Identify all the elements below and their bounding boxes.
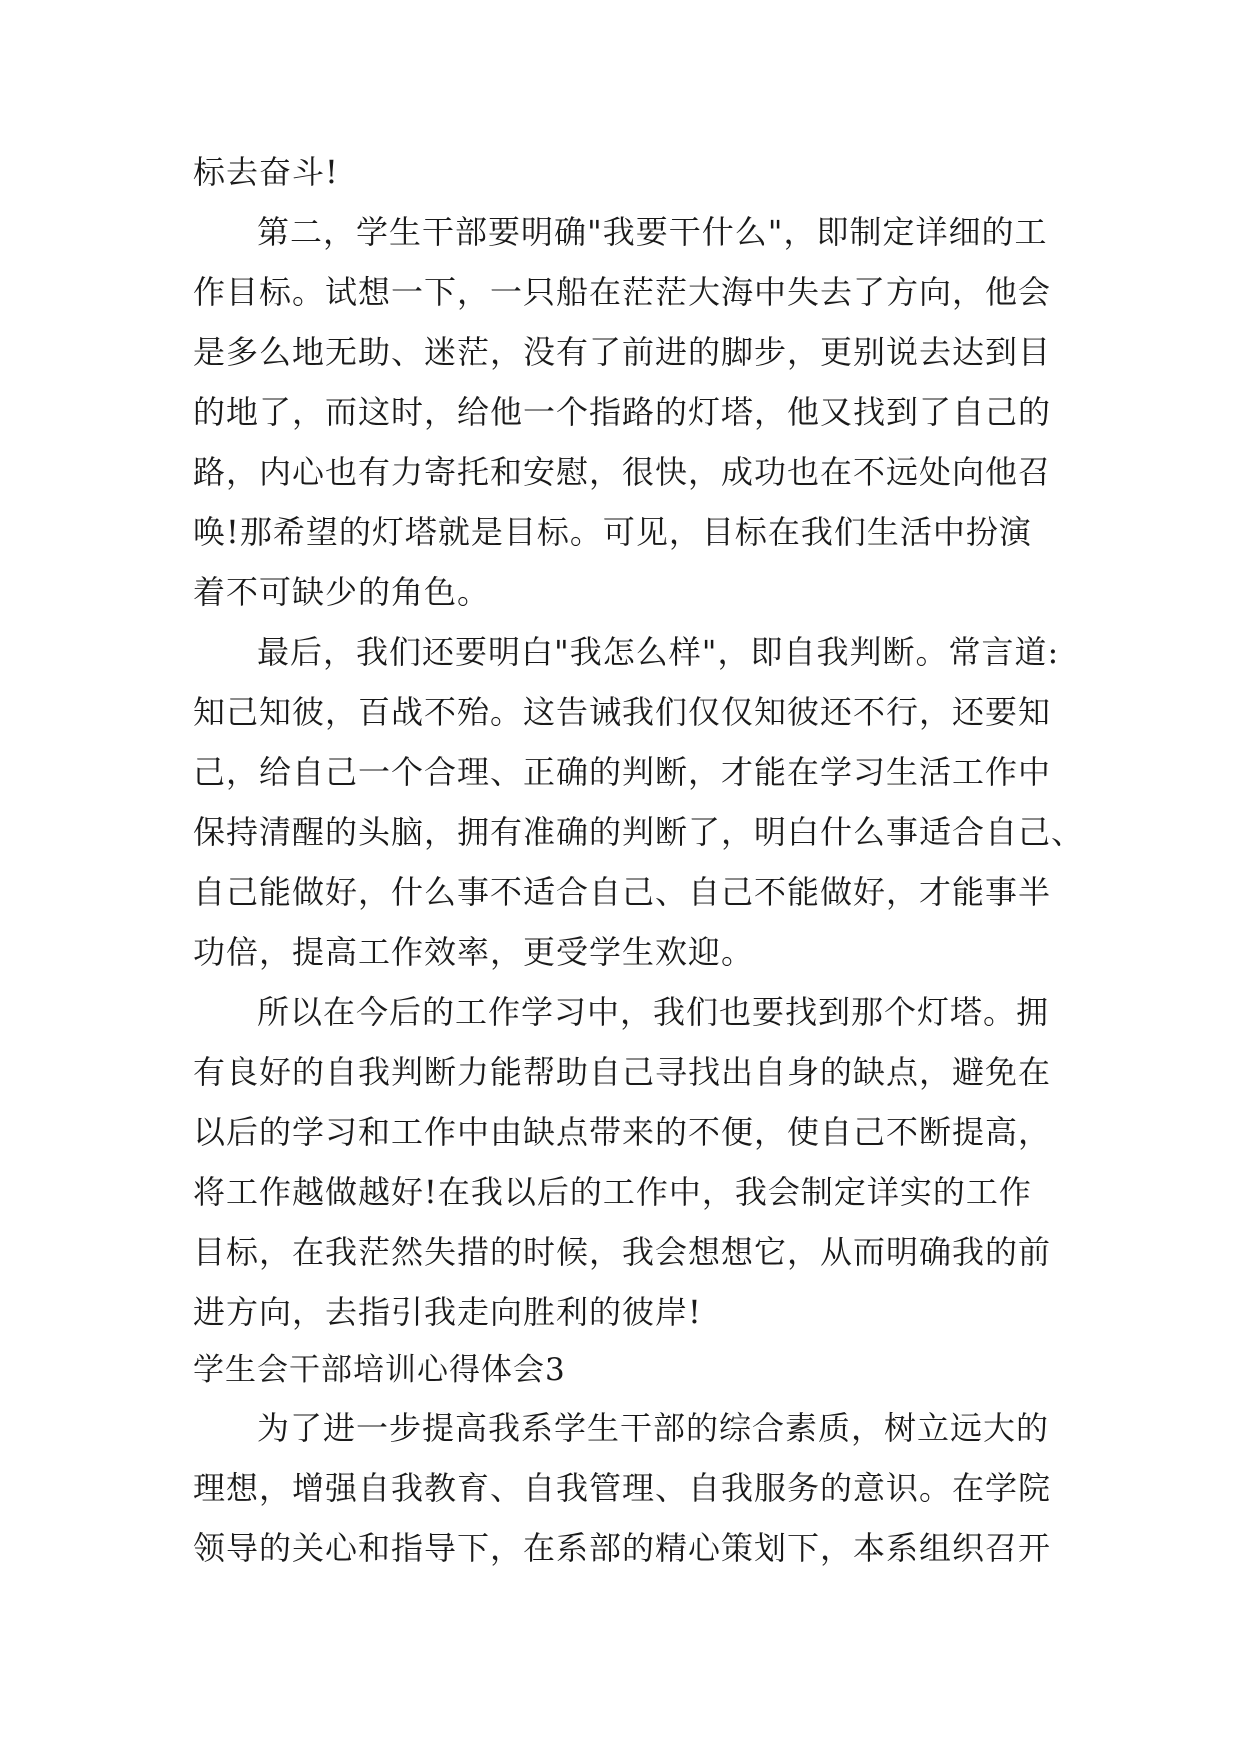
section-heading: 学生会干部培训心得体会3	[193, 1352, 566, 1388]
text-line: 以后的学习和工作中由缺点带来的不便，使自己不断提高，	[193, 1113, 1052, 1151]
paragraph-start-line: 最后，我们还要明白"我怎么样"，即自我判断。常言道:	[257, 633, 1060, 671]
text-line: 的地了，而这时，给他一个指路的灯塔，他又找到了自己的	[193, 393, 1052, 431]
text-line: 理想，增强自我教育、自我管理、自我服务的意识。在学院	[193, 1469, 1052, 1507]
paragraph-start-line: 第二，学生干部要明确"我要干什么"，即制定详细的工	[257, 213, 1048, 251]
text-line: 唤!那希望的灯塔就是目标。可见，目标在我们生活中扮演	[193, 513, 1032, 551]
text-line: 知己知彼，百战不殆。这告诫我们仅仅知彼还不行，还要知	[193, 693, 1052, 731]
paragraph-start-line: 所以在今后的工作学习中，我们也要找到那个灯塔。拥	[257, 993, 1050, 1031]
text-line: 领导的关心和指导下，在系部的精心策划下，本系组织召开	[193, 1529, 1052, 1567]
text-line: 是多么地无助、迷茫，没有了前进的脚步，更别说去达到目	[193, 333, 1052, 371]
text-line: 目标，在我茫然失措的时候，我会想想它，从而明确我的前	[193, 1233, 1052, 1271]
text-line: 将工作越做越好!在我以后的工作中，我会制定详实的工作	[193, 1173, 1032, 1211]
paragraph-start-line: 为了进一步提高我系学生干部的综合素质，树立远大的	[257, 1409, 1050, 1447]
text-line: 己，给自己一个合理、正确的判断，才能在学习生活工作中	[193, 753, 1052, 791]
text-line: 路，内心也有力寄托和安慰，很快，成功也在不远处向他召	[193, 453, 1052, 491]
text-line: 标去奋斗!	[193, 153, 339, 191]
text-line: 保持清醒的头脑，拥有准确的判断了，明白什么事适合自己、	[193, 813, 1085, 851]
text-line: 着不可缺少的角色。	[193, 573, 491, 611]
text-line: 自己能做好，什么事不适合自己、自己不能做好，才能事半	[193, 873, 1052, 911]
text-line: 有良好的自我判断力能帮助自己寻找出自身的缺点，避免在	[193, 1053, 1052, 1091]
text-line: 功倍，提高工作效率，更受学生欢迎。	[193, 933, 755, 971]
text-line: 作目标。试想一下，一只船在茫茫大海中失去了方向，他会	[193, 273, 1052, 311]
text-line: 进方向，去指引我走向胜利的彼岸!	[193, 1293, 702, 1331]
